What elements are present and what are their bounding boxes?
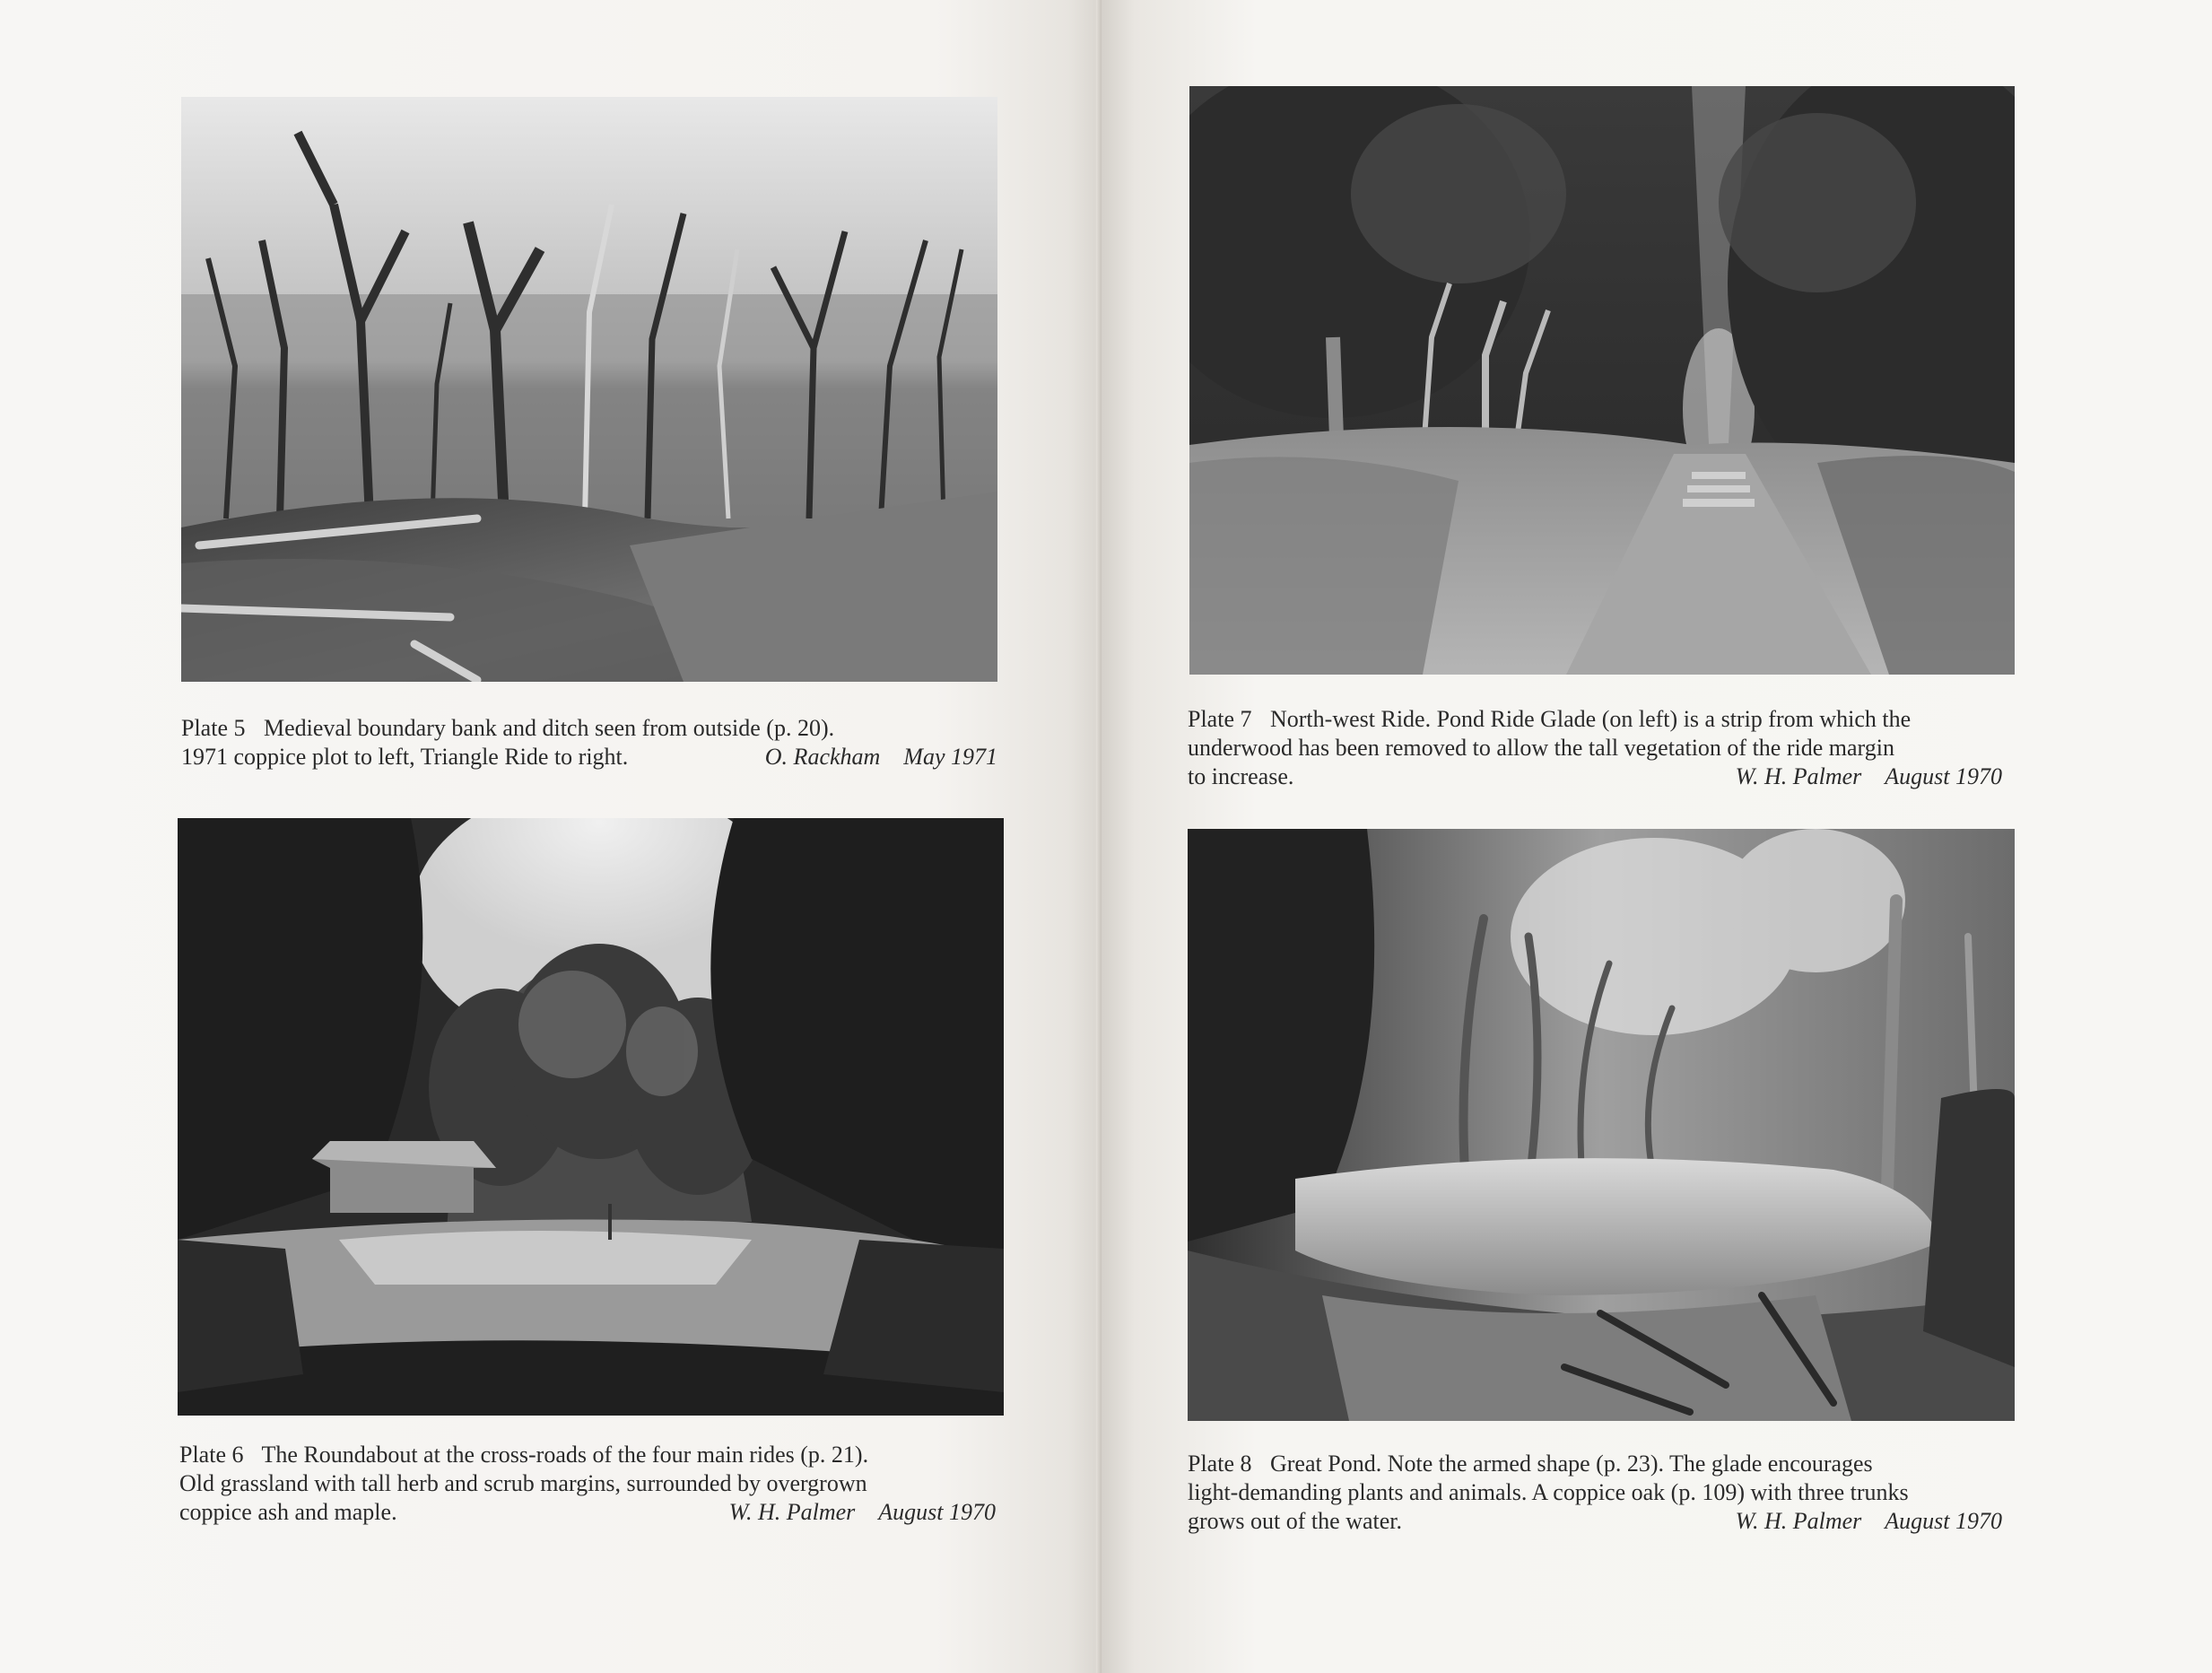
left-page [0,0,1102,1673]
plate-7-photo [1189,86,2015,675]
plate-7-caption [1188,705,2002,791]
plate-7-caption-line-2: underwood has been removed to allow the tall vegetation of the ride margin [1188,735,1894,761]
plate-6-caption-line-3: coppice ash and maple. W. H. Palmer August 1970 [179,1499,996,1525]
north-west-ride-photo-icon [1189,86,2015,675]
plate-6-caption-line-2: Old grassland with tall herb and scrub margins, surrounded by overgrown [179,1470,867,1496]
plate-6-caption-line-1: Plate 6 The Roundabout at the cross-roads of the four main rides (p. 21). [179,1442,869,1468]
plate-8-photographer: W. H. Palmer [1735,1508,1862,1534]
plate-5-date: May 1971 [903,744,997,770]
plate-5-caption [181,714,997,771]
plate-8-caption-line-3: grows out of the water. W. H. Palmer August 1970 [1188,1508,2002,1534]
plate-8-caption-line-2: light-demanding plants and animals. A coppice oak (p. 109) with three trunks [1188,1479,1909,1505]
plate-5-photographer: O. Rackham [764,744,881,770]
plate-7-caption-line-3: to increase. W. H. Palmer August 1970 [1188,763,2002,789]
plate-7-date: August 1970 [1885,763,2002,789]
plate-7-photographer: W. H. Palmer [1735,763,1862,789]
plate-6-photographer: W. H. Palmer [728,1499,856,1525]
plate-5-label: Plate 5 [181,715,246,741]
woodland-boundary-bank-photo-icon [181,97,997,682]
roundabout-clearing-photo-icon [178,818,1004,1416]
plate-7-caption-line-1: Plate 7 North-west Ride. Pond Ride Glade (on left) is a strip from which the [1188,706,1912,732]
plate-5-credit [765,743,997,771]
right-page [1102,0,2212,1673]
plate-8-label: Plate 8 [1188,1451,1252,1477]
great-pond-photo-icon [1188,829,2015,1421]
plate-5-caption-line-2: 1971 coppice plot to left, Triangle Ride to right. O. Rackham May 1971 [181,744,997,770]
plate-6-photo [178,818,1004,1416]
plate-5-photo [181,97,997,682]
plate-6-date: August 1970 [878,1499,996,1525]
plate-8-photo [1188,829,2015,1421]
plate-6-credit [729,1498,996,1527]
plate-7-credit [1736,762,2002,791]
plate-7-label: Plate 7 [1188,706,1252,732]
plate-6-caption [179,1441,996,1527]
plate-5-caption-line-1: Plate 5 Medieval boundary bank and ditch seen from outside (p. 20). [181,715,835,741]
plate-8-caption [1188,1450,2002,1536]
plate-8-caption-line-1: Plate 8 Great Pond. Note the armed shape (p. 23). The glade encourages [1188,1451,1873,1477]
plate-8-date: August 1970 [1885,1508,2002,1534]
plate-6-label: Plate 6 [179,1442,244,1468]
plate-8-credit [1736,1507,2002,1536]
